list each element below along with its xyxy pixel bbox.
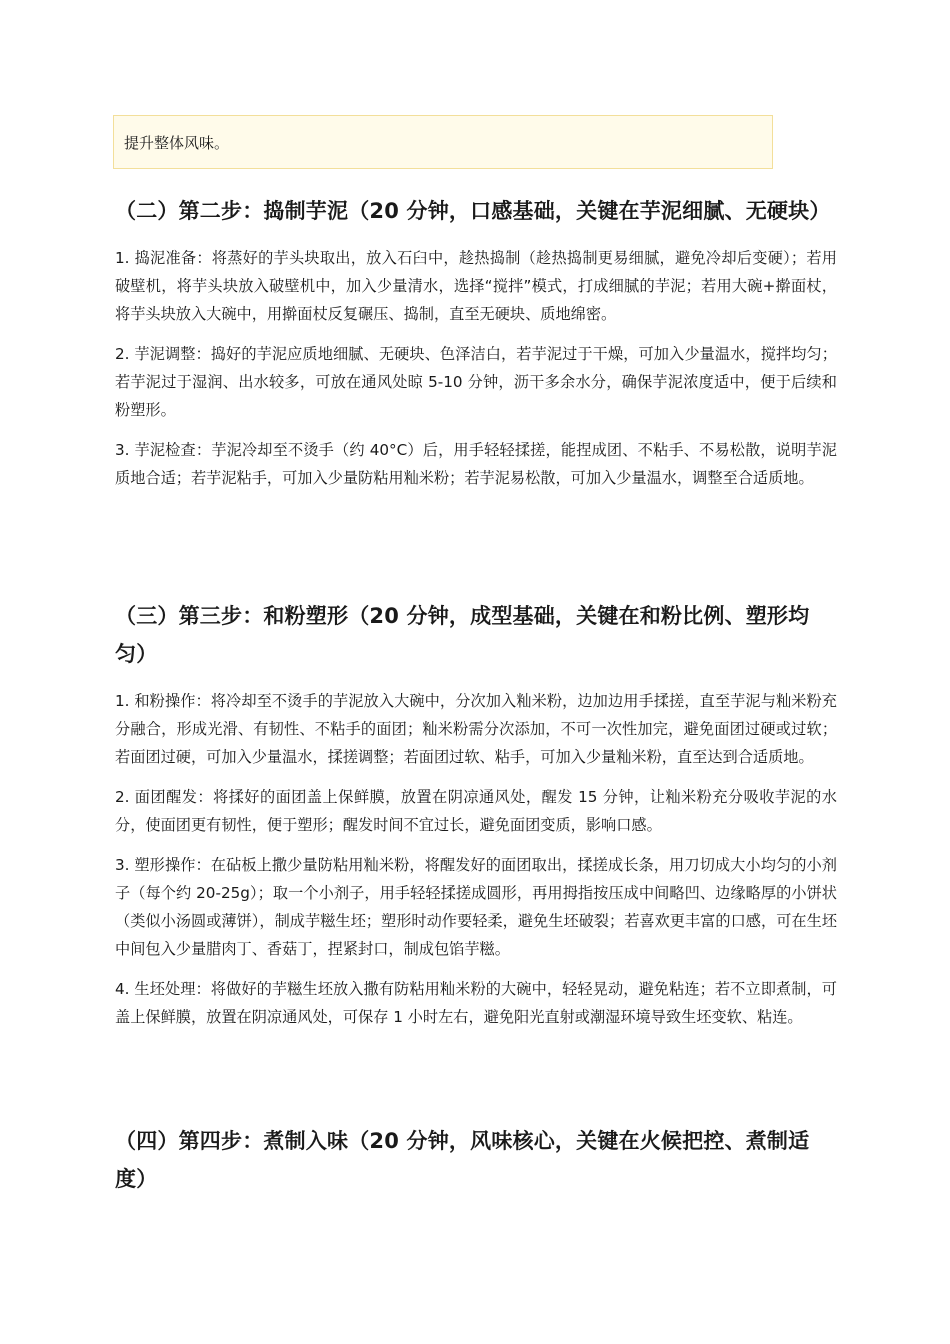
section-heading: （四）第四步：煮制入味（20 分钟，风味核心，关键在火候把控、煮制适度）	[115, 1129, 810, 1191]
callout-text: 提升整体风味。	[124, 134, 230, 152]
section-step-4	[115, 1122, 837, 1212]
step-item: 2. 面团醒发：将揉好的面团盖上保鲜膜，放置在阴凉通风处，醒发 15 分钟，让籼米粉充分吸收芋泥的水分，使面团更有韧性，便于塑形；醒发时间不宜过长，避免面团变质，影响口感。	[115, 788, 837, 834]
section-heading: （二）第二步：捣制芋泥（20 分钟，口感基础，关键在芋泥细腻、无硬块）	[115, 199, 831, 223]
callout-box	[113, 115, 773, 169]
section-step-3	[115, 597, 837, 1043]
section-heading: （三）第三步：和粉塑形（20 分钟，成型基础，关键在和粉比例、塑形均匀）	[115, 604, 810, 666]
step-item: 4. 生坯处理：将做好的芋糍生坯放入撒有防粘用籼米粉的大碗中，轻轻晃动，避免粘连；若不立即煮制，可盖上保鲜膜，放置在阴凉通风处，可保存 1 小时左右，避免阳光直射或潮湿环境导致生坯变软、粘连。	[115, 980, 837, 1026]
section-step-2	[115, 192, 837, 504]
step-item: 2. 芋泥调整：捣好的芋泥应质地细腻、无硬块、色泽洁白，若芋泥过于干燥，可加入少量温水，搅拌均匀；若芋泥过于湿润、出水较多，可放在通风处晾 5-10 分钟，沥干多余水分，确保芋泥浓度适中，便于后续和粉塑形。	[115, 345, 837, 419]
step-item: 3. 芋泥检查：芋泥冷却至不烫手（约 40°C）后，用手轻轻揉搓，能捏成团、不粘手、不易松散，说明芋泥质地合适；若芋泥粘手，可加入少量防粘用籼米粉；若芋泥易松散，可加入少量温水，调整至合适质地。	[115, 441, 837, 487]
step-item: 1. 捣泥准备：将蒸好的芋头块取出，放入石臼中，趁热捣制（趁热捣制更易细腻，避免冷却后变硬）；若用破壁机，将芋头块放入破壁机中，加入少量清水，选择“搅拌”模式，打成细腻的芋泥；若用大碗+擀面杖，将芋头块放入大碗中，用擀面杖反复碾压、捣制，直至无硬块、质地绵密。	[115, 249, 837, 323]
step-item: 3. 塑形操作：在砧板上撒少量防粘用籼米粉，将醒发好的面团取出，揉搓成长条，用刀切成大小均匀的小剂子（每个约 20-25g）；取一个小剂子，用手轻轻揉搓成圆形，再用拇指按压成中间略凹、边缘略厚的小饼状（类似小汤圆或薄饼），制成芋糍生坯；塑形时动作要轻柔，避免生坯破裂；若喜欢更丰富的口感，可在生坯中间包入少量腊肉丁、香菇丁，捏紧封口，制成包馅芋糍。	[115, 856, 837, 958]
step-item: 1. 和粉操作：将冷却至不烫手的芋泥放入大碗中，分次加入籼米粉，边加边用手揉搓，直至芋泥与籼米粉充分融合，形成光滑、有韧性、不粘手的面团；籼米粉需分次添加，不可一次性加完，避免面团过硬或过软；若面团过硬，可加入少量温水，揉搓调整；若面团过软、粘手，可加入少量籼米粉，直至达到合适质地。	[115, 692, 837, 766]
